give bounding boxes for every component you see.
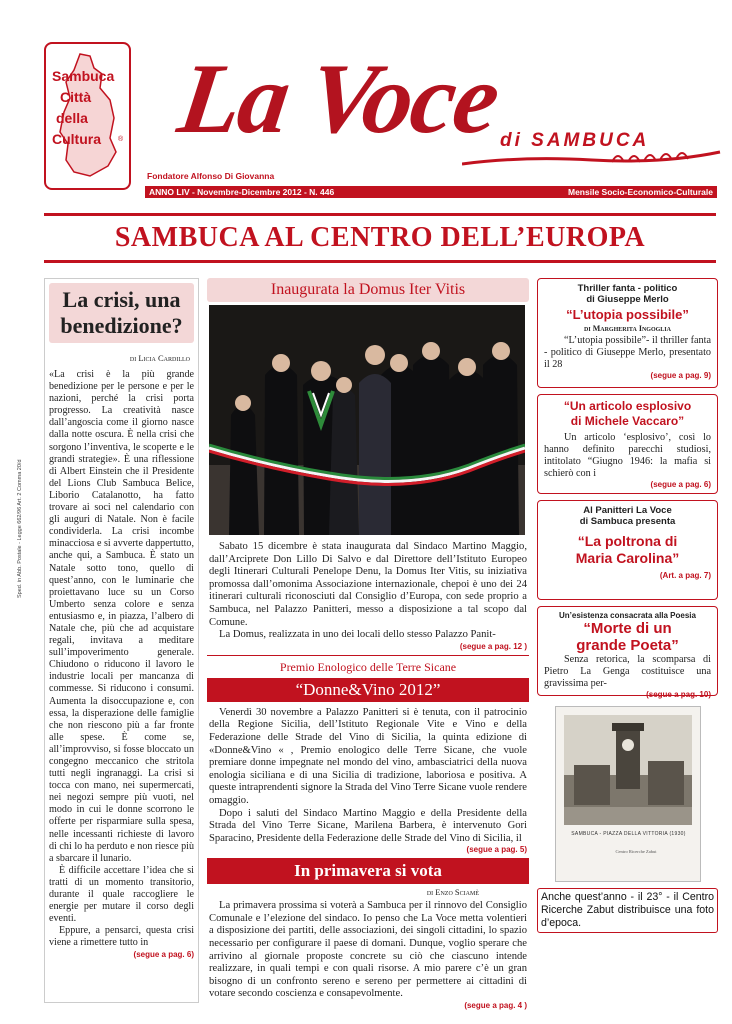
donne-vino-kicker: Premio Enologico delle Terre Sicane [279,659,457,674]
donne-vino-title: “Donne&Vino 2012” [295,679,441,699]
left-byline: di Licia Cardillo [129,353,190,363]
masthead-title: La Voce [172,43,505,154]
right-column [537,278,718,1023]
masthead-subtitle: di SAMBUCA [500,130,650,151]
headline-text: SAMBUCA AL CENTRO DELL’EUROPA [114,222,646,253]
donne-vino-kicker-box [207,655,529,676]
headline-banner [44,213,716,263]
logo-line-1: Sambuca [52,68,115,84]
esplosivo-continued: (segue a pag. 6) [650,480,711,489]
poltrona-title-2: Maria Carolina” [575,550,680,566]
donne-vino-title-box [207,678,529,702]
logo-line-2: Città [60,89,92,105]
poster-caption: SAMBUCA - PIAZZA DELLA VITTORIA (1930) [571,831,686,837]
logo-line-4: Cultura [52,131,101,147]
esplosivo-title-1: “Un articolo esplosivo [563,399,692,413]
left-title-line1: La crisi, una [62,287,181,312]
utopia-body: “L’utopia possibile”- il thriller fanta - politico di Giuseppe Merlo, presentato il 28 [544,335,711,370]
publication-type: Mensile Socio-Economico-Culturale [568,187,713,197]
left-title-box [49,283,194,343]
primavera-continued: (segue a pag. 4 ) [464,1001,527,1011]
photo-caption: Anche quest’anno - il 23° - il Centro Ricerche Zabut distribuisce una foto d’epoca. [537,888,718,933]
primavera-title-box [207,858,529,884]
box-morte-poeta [537,606,718,699]
inauguration-photo [209,305,525,535]
poltrona-kicker-2: di Sambuca presenta [579,516,676,527]
primavera-body: La primavera prossima si voterà a Sambuca per il rinnovo del Consiglio Comunale e l’elezione del sindaco. Io penso che La Voce metta volentieri a disposizione dei partiti, delle associazioni, dei singoli cittadini, lo spazio necessario per configurare il paese di domani. Dunque, voglio sperare che arrivino al giornale proposte concrete su ciò che ciascuno intende realizzare, in quali tempi e con quali risorse. A mio parere c’è un gran bisogno di un confronto sereno e sereno per permettere ai cittadini di votare secondo coscienza e consapevolmente. [209,900,527,1000]
utopia-kicker-1: Thriller fanta - politico [577,283,678,294]
poltrona-kicker-1: Al Panitteri La Voce [583,505,672,516]
poeta-title-2: grande Poeta” [576,637,679,654]
esplosivo-body: Un articolo ‘esplosivo’, così lo hanno definito parecchi studiosi, intitolato “Giugno 1946: la mafia si schierò con i [544,432,711,479]
left-body-2: È difficile accettare l’idea che si tratti di un momento transitorio, durante il quale raccogliere le energie per mutare il corso degli eventi. [49,864,194,925]
esplosivo-title-2: di Michele Vaccaro” [570,414,685,428]
ribbon-cutting-photo-icon [209,305,525,535]
utopia-kicker-2: di Giuseppe Merlo [586,294,669,305]
domus-continued: (segue a pag. 12 ) [459,641,527,651]
primavera-byline: di Enzo Sciamè [426,887,479,898]
left-continued: (segue a pag. 6) [133,949,194,959]
box-utopia [537,278,718,388]
poeta-kicker: Un’esistenza consacrata alla Poesia [559,611,696,620]
box-articolo-esplosivo [537,394,718,494]
issue-bar [145,186,717,198]
domus-title-box [207,278,529,302]
poltrona-continued: (Art. a pag. 7) [659,571,711,580]
box-poltrona [537,500,718,600]
donne-vino-continued: (segue a pag. 5) [466,845,527,855]
historic-photo [564,715,692,825]
domus-body: Sabato 15 dicembre è stata inaugurata dal Sindaco Martino Maggio, dall’Arciprete Don Lillo Di Salvo e dal Direttore dell’Istituto Europeo degli Itinerari Culturali Penelope Denu, la Domus Iter Vitis, su iniziativa promossa dall’omonima Associazione internazionale, chepoi è uno dei 24 itinerari culturali riconosciuti dal Consiglio d’Europa, con sede proprio a Sambuca, nel Palazzo Panitteri, messo a disposizione a tal scopo dal Comune. [209,541,527,628]
donne-vino-body: Venerdì 30 novembre a Palazzo Panitteri si è tenuta, con il patrocinio della Regione Sicilia, dell’Istituto Regionale Vite e Vino e della Federazione delle Strade del Vino di Sicilia, la quinta edizione di «Donne&Vino « , Premio enologico delle Terre Sicane, che vuole premiare donne impegnate nel mondo del vino, ambasciatrici della nuova enologia siciliana e di una Sicilia di tradizione, laboriosa e positiva. A queste intraprendenti signore la Strada del Vino Terre Sicane vuole rendere omaggio. [209,706,527,806]
utopia-title: “L’utopia possibile” [566,307,689,322]
issue-info: ANNO LIV - Novembre-Dicembre 2012 - N. 446 [149,187,335,197]
left-title-line2: benedizione? [60,313,183,338]
utopia-byline: di Margherita Ingoglia [584,324,671,333]
donne-vino-body-2: Dopo i saluti del Sindaco Martino Maggio e della Presidente della Strada del Vino Terre Sicane, Marilena Barbera, è intervenuto Gori Sparacino, Presidente della Federazione delle Strade del Vino di Sicilia, il [209,807,527,844]
poster-org: Centro Ricerche Zabut [615,849,657,854]
poeta-continued: (segue a pag. 10) [646,690,711,699]
historic-photo-poster [555,706,701,882]
founder-line: Fondatore Alfonso Di Giovanna [147,171,275,181]
domus-body-2: La Domus, realizzata in uno dei locali dello stesso Palazzo Panit- [219,629,496,641]
poeta-body: Senza retorica, la scomparsa di Pietro La Genga costituisce una gravissima per- [544,654,711,689]
postal-notice: Sped. in Abb. Postale - Legge 662/96 Art. 2 Comma 20/d [17,459,23,598]
left-column [44,278,199,1003]
registered-mark: ® [118,136,124,143]
poltrona-title-1: “La poltrona di [577,533,678,549]
primavera-title: In primavera si vota [294,861,442,881]
center-column [207,278,529,1023]
left-body: «La crisi è la più grande benedizione per le persone e per le nazioni, perché la crisi porta progresso. La creatività nasce dall’angoscia come il giorno nasce dalla notte oscura. È nella crisi che sorgono l’inventiva, le scoperte e le grandi strategie». È una riflessione di Albert Einstein che il Presidente del Lions Club Sambuca Belice, Liborio Catalanotto, ha fatto trovare ai soci nel calendario con gli auguri di Natale. Non è facile condividerla. La crisi incombe minacciosa e si avverte dappertutto, anche qui, a Sambuca. È stato un Natale sotto tono, quello di quest’anno, con le luminarie che proiettavano luce su un Corso Umberto senza colore e senza entusiasmo e, in piazza, l’albero di Natale che, più che ad acquistare regali, invitava a meditare sull’impoverimento generale. Chiudono o riducono il lavoro le industrie locali per mancanza di commesse. Si riducono i consumi. Aumenta la disoccupazione e, con essa, la disperazione delle famiglie che non riescono più a far fronte alle spese. È come se, all’improvviso, si fosse bloccato un congegno meccanico che stritola tutti negli ingranaggi. La crisi si tocca con mano, nei supermercati, nei negozi sempre più vuoti, nel modo in cui le donne scorrono le offerte per risparmiare sulla spesa, nelle incessanti richieste di lavoro di chi lo ha perduto e non riesce più a sbarcare il lunario. [49,369,194,864]
utopia-continued: (segue a pag. 9) [650,371,711,380]
left-body-3: Eppure, a pensarci, questa crisi viene a rimettere tutto in [49,925,194,949]
domus-title: Inaugurata la Domus Iter Vitis [270,281,466,298]
logo-line-3: della [56,110,88,126]
clock-tower-icon [564,715,692,825]
poeta-title-1: “Morte di un [583,620,672,637]
logo-sambuca-citta-cultura [44,42,131,190]
